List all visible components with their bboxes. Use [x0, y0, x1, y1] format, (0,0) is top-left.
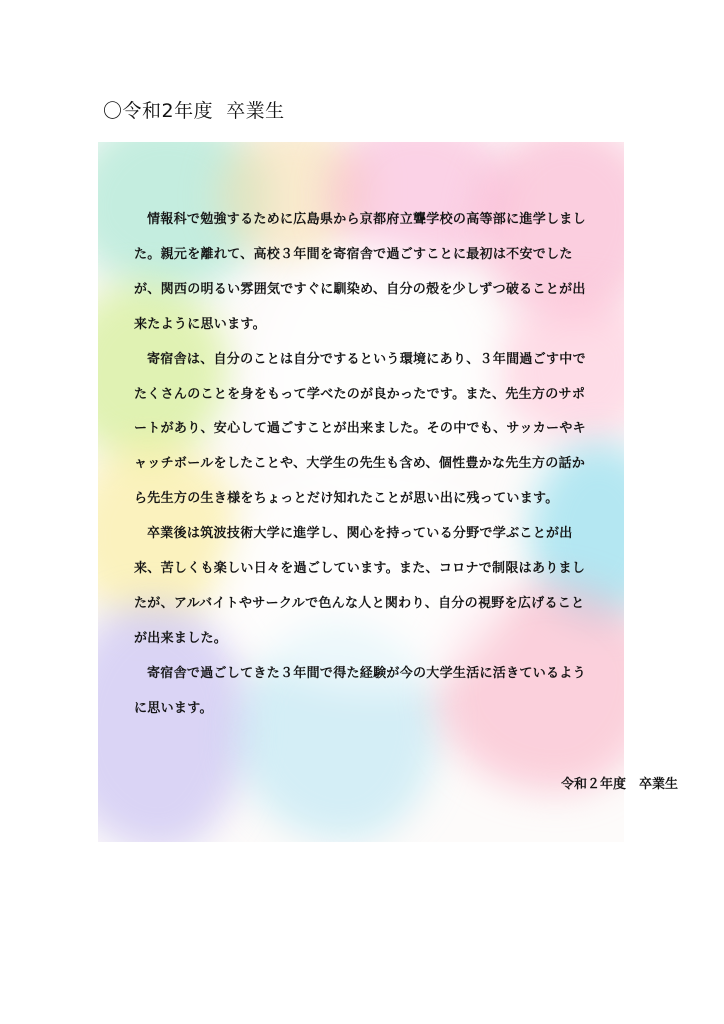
- signature: 令和２年度 卒業生: [560, 777, 678, 792]
- paragraph: 卒業後は筑波技術大学に進学し、関心を持っている分野で学ぶことが出来、苦しくも楽しい日々を過ごしています。また、コロナで制限はありましたが、アルバイトやサークルで色んな人と関わり、自分の視野を広げることが出来ました。: [134, 526, 586, 646]
- paragraph: 寄宿舎で過ごしてきた３年間で得た経験が今の大学生活に活きているように思います。: [134, 665, 586, 716]
- paragraph: 情報科で勉強するために広島県から京都府立聾学校の高等部に進学しました。親元を離れて、高校３年間を寄宿舎で過ごすことに最初は不安でしたが、関西の明るい雰囲気ですぐに馴染め、自分の殻を少しずつ破ることが出来たように思います。: [134, 212, 586, 332]
- page-heading: 〇令和2年度 卒業生: [103, 100, 285, 122]
- paragraph: 寄宿舎は、自分のことは自分でするという環境にあり、３年間過ごす中でたくさんのことを身をもって学べたのが良かったです。また、先生方のサポートがあり、安心して過ごすことが出来ました。その中でも、サッカーやキャッチボールをしたことや、大学生の先生も含め、個性豊かな先生方の話から先生方の生き様をちょっとだけ知れたことが思い出に残っています。: [134, 351, 586, 507]
- letter-body: [134, 203, 586, 727]
